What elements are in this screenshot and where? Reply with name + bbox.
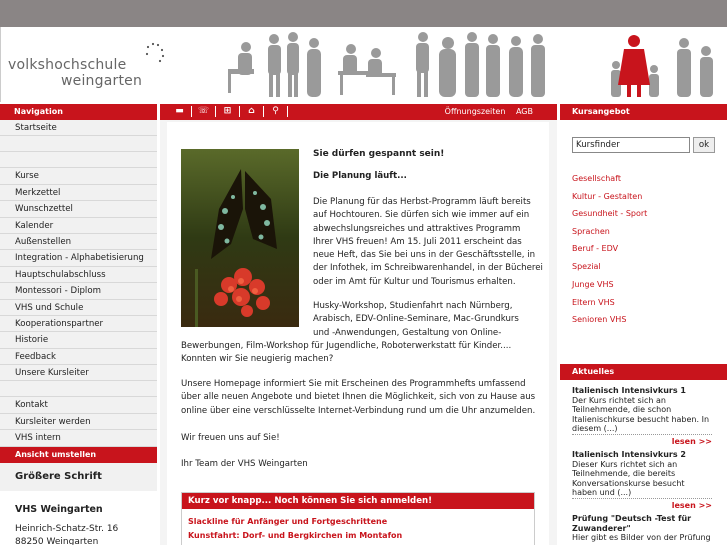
- paragraph-4: Wir freuen uns auf Sie!: [181, 433, 280, 443]
- contact-icon[interactable]: ☏: [192, 106, 216, 117]
- kursangebot-header: [560, 104, 727, 120]
- category-link[interactable]: Spezial: [572, 262, 601, 271]
- butterfly-image: [181, 149, 299, 327]
- kursfinder-input[interactable]: Kursfinder: [572, 137, 690, 153]
- category-link[interactable]: Sprachen: [572, 227, 610, 236]
- toolbar: [160, 104, 557, 120]
- text-line: neue Heft, das Sie bei uns in der Geschäftsstelle, in: [313, 250, 536, 261]
- nav-item[interactable]: VHS intern: [0, 430, 157, 446]
- nav-item[interactable]: Unsere Kursleiter: [0, 365, 157, 381]
- news-line: haben und (...): [572, 488, 632, 497]
- news-line: diesem (...): [572, 424, 618, 433]
- course-link[interactable]: Slackline für Anfänger und Fortgeschrittene: [188, 517, 388, 526]
- category-link[interactable]: Junge VHS: [572, 280, 614, 289]
- text-line: Arabisch, EDV-Online-Seminare, Mac-Grundkurs: [313, 314, 519, 325]
- nav-item[interactable]: Feedback: [0, 349, 157, 365]
- paragraph-1: [313, 196, 543, 289]
- text-line: und -Anwendungen, Gestaltung von Online-: [313, 327, 502, 338]
- news-line: Teilnehmende, die schon: [572, 405, 672, 414]
- nav-item[interactable]: Historie: [0, 332, 157, 348]
- sidebar-nav: [0, 120, 157, 491]
- nav-item[interactable]: Startseite: [0, 120, 157, 136]
- nav-item[interactable]: Kurse: [0, 168, 157, 184]
- nav-item[interactable]: VHS und Schule: [0, 300, 157, 316]
- news-line: Dieser Kurs richtet sich an: [572, 459, 678, 469]
- news-title[interactable]: Italienisch Intensivkurs 1: [572, 386, 686, 395]
- nav-spacer: [0, 136, 157, 152]
- category-link[interactable]: Kultur - Gestalten: [572, 192, 643, 201]
- signature-text: Ihr Team der VHS Weingarten: [181, 459, 308, 469]
- text-line: Konnten wir Sie neugierig machen?: [181, 354, 334, 365]
- home-icon[interactable]: ⌂: [240, 106, 264, 117]
- logo-line2[interactable]: weingarten: [61, 73, 143, 89]
- text-line: Husky-Workshop, Studienfahrt nach Nürnberg,: [313, 301, 513, 311]
- bigger-font-link[interactable]: Größere Schrift: [0, 463, 157, 491]
- nav-item[interactable]: Kalender: [0, 218, 157, 234]
- news-line: Der Kurs richtet sich an: [572, 395, 666, 405]
- nav-item[interactable]: Merkzettel: [0, 185, 157, 201]
- print-icon[interactable]: ▬: [168, 106, 192, 117]
- news-line: Konversationskurse besucht: [572, 478, 685, 488]
- agb-link[interactable]: AGB: [515, 107, 533, 116]
- last-chance-header: Kurz vor knapp... Noch können Sie sich anmelden!: [182, 493, 534, 509]
- nav-spacer: [0, 381, 157, 397]
- text-line: Ihrer VHS freuen! Am 15. Juli 2011 erscheint das: [313, 236, 522, 247]
- nav-header-label: Navigation: [14, 107, 63, 116]
- news-header: [560, 364, 727, 380]
- read-more-link[interactable]: lesen >>: [572, 434, 712, 446]
- category-link[interactable]: Gesundheit - Sport: [572, 209, 648, 218]
- news-line: Teilnehmende, die bereits: [572, 469, 676, 478]
- nav-item[interactable]: Kontakt: [0, 397, 157, 413]
- news-header-label: Aktuelles: [572, 367, 615, 376]
- course-link[interactable]: Kunstfahrt: Dorf- und Bergkirchen im Montafon: [188, 530, 403, 540]
- news-title-cont[interactable]: Zuwanderer": [572, 523, 631, 533]
- address-line: 88250 Weingarten: [15, 537, 99, 545]
- logo-line1[interactable]: volkshochschule: [8, 57, 127, 73]
- text-line: über alle neuen Angebote und bietet Ihnen die Möglichkeit, sich von zu Hause aus: [181, 392, 536, 403]
- address-line: Heinrich-Schatz-Str. 16: [15, 524, 119, 534]
- opening-hours-link[interactable]: Öffnungszeiten: [444, 107, 506, 116]
- search-ok-button[interactable]: ok: [693, 137, 715, 153]
- last-chance-box: [181, 492, 535, 545]
- header-people-illustration: [216, 29, 727, 101]
- text-line: Bewerbungen, Film-Workshop für Jugendliche, Roboterwerkstatt für Kinder....: [181, 341, 512, 351]
- top-bar: [0, 0, 727, 27]
- kursangebot-label: Kursangebot: [572, 107, 630, 116]
- category-link[interactable]: Eltern VHS: [572, 298, 615, 307]
- nav-item[interactable]: Kursleiter werden: [0, 414, 157, 430]
- text-line: auf Hochtouren. Sie dürfen sich wie immer auf ein: [313, 210, 530, 221]
- nav-item[interactable]: Integration - Alphabetisierung: [0, 250, 157, 266]
- news-item: [572, 450, 717, 498]
- news-line: Hier gibt es Bilder von der Prüfung: [572, 533, 711, 542]
- nav-item[interactable]: Außenstellen: [0, 234, 157, 250]
- search-icon[interactable]: ⚲: [264, 106, 288, 117]
- site-header: [0, 27, 727, 102]
- paragraph-3: [181, 378, 535, 418]
- nav-item[interactable]: Wunschzettel: [0, 201, 157, 217]
- category-link[interactable]: Senioren VHS: [572, 315, 627, 324]
- news-line: Italienischkurse besucht haben. In: [572, 414, 710, 424]
- paragraph-2: [313, 300, 519, 340]
- paragraph-2-cont: [181, 340, 511, 367]
- news-item: [572, 386, 717, 434]
- text-line: Die Planung für das Herbst-Programm läuft bereits: [313, 197, 531, 207]
- news-item: [572, 514, 717, 543]
- news-title[interactable]: Italienisch Intensivkurs 2: [572, 450, 686, 459]
- logo-dots-icon: [144, 41, 168, 67]
- sitemap-icon[interactable]: ⊞: [216, 106, 240, 117]
- nav-item[interactable]: Montessori - Diplom: [0, 283, 157, 299]
- nav-item[interactable]: Kooperationspartner: [0, 316, 157, 332]
- category-link[interactable]: Gesellschaft: [572, 174, 622, 183]
- text-line: online über eine verschlüsselte Internet-Verbindung rund um die Uhr anzumelden.: [181, 405, 536, 416]
- nav-item[interactable]: Hauptschulabschluss: [0, 267, 157, 283]
- text-line: Unsere Homepage informiert Sie mit Erscheinen des Programmhefts umfassend: [181, 379, 526, 389]
- view-switch-header: Ansicht umstellen: [0, 447, 157, 463]
- content-heading: Sie dürfen gespannt sein!: [313, 149, 445, 159]
- content-subheading: Die Planung läuft...: [313, 171, 407, 181]
- nav-header: [0, 104, 157, 120]
- text-line: oder im Amt für Kultur und Tourismus erhalten.: [313, 276, 516, 287]
- read-more-link[interactable]: lesen >>: [572, 498, 712, 510]
- news-title[interactable]: Prüfung "Deutsch -Test für: [572, 514, 692, 523]
- org-address: [15, 523, 118, 545]
- text-line: der Infothek, im Schreibwarenhandel, in der Bücherei: [313, 263, 543, 274]
- nav-spacer: [0, 152, 157, 168]
- category-link[interactable]: Beruf - EDV: [572, 244, 619, 253]
- org-title: VHS Weingarten: [15, 504, 103, 515]
- text-line: abwechslungsreiches und attraktives Programm: [313, 223, 521, 234]
